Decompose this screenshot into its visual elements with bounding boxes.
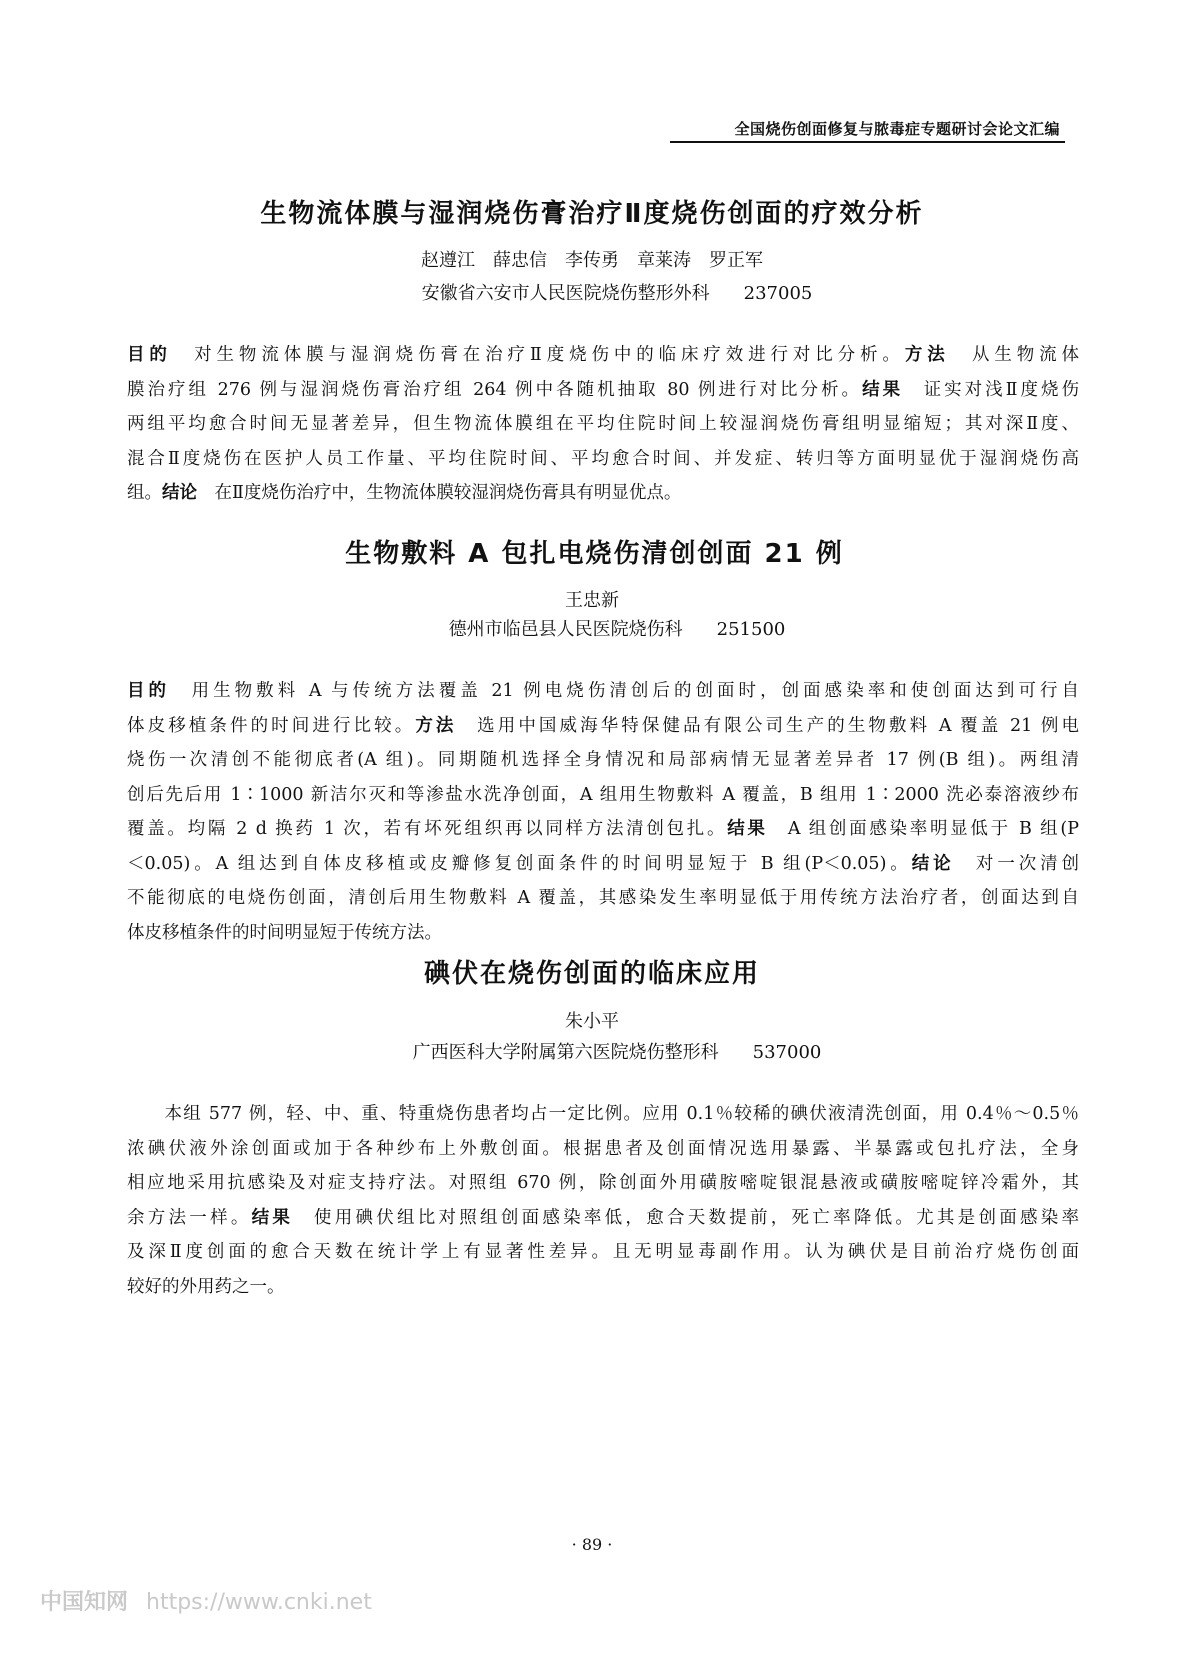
watermark-url: https://www.cnki.net xyxy=(146,1590,372,1615)
abstract-line xyxy=(127,709,1079,744)
abstract-text: 对一次清创 xyxy=(954,853,1080,874)
abstract-line xyxy=(127,1235,1079,1270)
abstract-text: 浓碘伏液外涂创面或加于各种纱布上外敷创面。根据患者及创面情况选用暴露、半暴露或包扎疗法，全身 xyxy=(127,1138,1079,1159)
abstract-text: ＜0.05)。A 组达到自体皮移植或皮瓣修复创面条件的时间明显短于 B 组(P＜0.05)。 xyxy=(127,853,912,874)
postal-code: 237005 xyxy=(743,283,813,304)
article-1-affil xyxy=(0,279,1184,305)
abstract-text: 相应地采用抗感染及对症支持疗法。对照组 670 例，除创面外用磺胺嘧啶银混悬液或磺胺嘧啶锌冷霜外，其 xyxy=(127,1173,1079,1193)
article-abstract xyxy=(127,1097,1079,1304)
article-abstract xyxy=(127,674,1079,950)
article-2-affil xyxy=(0,615,1184,641)
header-rule xyxy=(670,141,1065,143)
abstract-line xyxy=(127,338,1079,373)
article-1 xyxy=(0,193,1184,230)
abstract-line xyxy=(127,1201,1079,1236)
abstract-line xyxy=(127,1097,1079,1132)
article-2 xyxy=(0,533,1184,570)
article-title: 生物敷料 A 包扎电烧伤清创创面 21 例 xyxy=(345,539,844,569)
abstract-keyword: 结论 xyxy=(911,853,955,874)
abstract-text: 创后先后用 1∶1000 新洁尔灭和等渗盐水洗净创面，A 组用生物敷料 A 覆盖，B 组用 1∶2000 洗必泰溶液纱布 xyxy=(127,784,1079,805)
abstract-text: 对生物流体膜与湿润烧伤膏在治疗Ⅱ度烧伤中的临床疗效进行对比分析。 xyxy=(171,345,905,365)
abstract-keyword: 目的 xyxy=(127,345,172,365)
article-affiliation xyxy=(0,1038,1184,1064)
abstract-line xyxy=(127,847,1079,882)
abstract-line xyxy=(127,674,1079,709)
postal-code: 537000 xyxy=(752,1042,822,1063)
abstract-text: 选用中国威海华特保健品有限公司生产的生物敷料 A 覆盖 21 例电 xyxy=(456,715,1080,736)
abstract-text: 体皮移植条件的时间明显短于传统方法。 xyxy=(127,922,442,943)
abstract-text: 使用碘伏组比对照组创面感染率低，愈合天数提前，死亡率降低。尤其是创面感染率 xyxy=(293,1207,1080,1228)
watermark-brand: 中国知网 xyxy=(40,1590,129,1615)
abstract-line xyxy=(127,407,1079,442)
abstract-line xyxy=(127,916,1079,951)
abstract-keyword: 方法 xyxy=(904,345,950,365)
abstract-text: 证实对浅Ⅱ度烧伤 xyxy=(903,379,1079,400)
abstract-text: A 组创面感染率明显低于 B 组(P xyxy=(767,819,1079,839)
abstract-keyword: 结果 xyxy=(727,819,768,839)
postal-code: 251500 xyxy=(716,619,786,640)
abstract-line xyxy=(127,881,1079,916)
abstract-text: 本组 577 例，轻、中、重、特重烧伤患者均占一定比例。应用 0.1％较稀的碘伏液清洗创面，用 0.4％～0.5％ xyxy=(127,1104,1079,1124)
abstract-line xyxy=(127,812,1079,847)
abstract-text: 从生物流体 xyxy=(949,345,1080,365)
abstract-line xyxy=(127,743,1079,778)
abstract-keyword: 结果 xyxy=(251,1207,294,1228)
abstract-text: 混合Ⅱ度烧伤在医护人员工作量、平均住院时间、平均愈合时间、并发症、转归等方面明显优于湿润烧伤高 xyxy=(127,448,1079,469)
article-authors: 赵遵江 薛忠信 李传勇 章莱涛 罗正军 xyxy=(421,250,763,271)
article-3-affil xyxy=(0,1038,1184,1064)
abstract-text: 及深Ⅱ度创面的愈合天数在统计学上有显著性差异。且无明显毒副作用。认为碘伏是目前治疗烧伤创面 xyxy=(127,1242,1079,1262)
article-3 xyxy=(0,953,1184,990)
running-head: 全国烧伤创面修复与脓毒症专题研讨会论文汇编 xyxy=(734,120,1060,138)
affiliation-name: 广西医科大学附属第六医院烧伤整形科 xyxy=(412,1042,719,1063)
article-1-byline xyxy=(0,246,1184,272)
abstract-text: 不能彻底的电烧伤创面，清创后用生物敷料 A 覆盖，其感染发生率明显低于用传统方法治疗者，创面达到自 xyxy=(127,888,1079,908)
abstract-text: 组。 xyxy=(127,483,162,503)
abstract-text: 烧伤一次清创不能彻底者(A 组)。同期随机选择全身情况和局部病情无显著差异者 17 例(B 组)。两组清 xyxy=(127,750,1079,770)
abstract-text: 膜治疗组 276 例与湿润烧伤膏治疗组 264 例中各随机抽取 80 例进行对比分析。 xyxy=(127,379,863,400)
article-2-byline xyxy=(0,586,1184,612)
abstract-keyword: 结论 xyxy=(162,483,197,503)
affiliation-name: 德州市临邑县人民医院烧伤科 xyxy=(448,619,683,640)
abstract-line xyxy=(127,1166,1079,1201)
abstract-line xyxy=(127,476,1079,511)
article-affiliation xyxy=(0,615,1184,641)
abstract-text: 两组平均愈合时间无显著差异，但生物流体膜组在平均住院时间上较湿润烧伤膏组明显缩短；其对深Ⅱ度、 xyxy=(127,414,1079,434)
abstract-text: 较好的外用药之一。 xyxy=(127,1276,285,1297)
abstract-line xyxy=(127,778,1079,813)
article-abstract xyxy=(127,338,1079,511)
abstract-line xyxy=(127,442,1079,477)
article-title: 碘伏在烧伤创面的临床应用 xyxy=(423,959,760,989)
abstract-keyword: 结果 xyxy=(862,379,904,400)
article-authors: 王忠新 xyxy=(565,590,619,611)
abstract-text: 体皮移植条件的时间进行比较。 xyxy=(127,715,416,736)
article-authors: 朱小平 xyxy=(565,1011,619,1032)
page-number: · 89 · xyxy=(571,1535,613,1554)
abstract-text: 用生物敷料 A 与传统方法覆盖 21 例电烧伤清创后的创面时，创面感染率和使创面达到可行自 xyxy=(170,681,1079,701)
abstract-line xyxy=(127,1270,1079,1305)
abstract-line xyxy=(127,1132,1079,1167)
abstract-line xyxy=(127,373,1079,408)
article-title: 生物流体膜与湿润烧伤膏治疗Ⅱ度烧伤创面的疗效分析 xyxy=(260,199,924,229)
abstract-text: 在Ⅱ度烧伤治疗中，生物流体膜较湿润烧伤膏具有明显优点。 xyxy=(197,483,682,503)
abstract-keyword: 目的 xyxy=(127,681,171,701)
abstract-text: 覆盖。均隔 2 d 换药 1 次，若有坏死组织再以同样方法清创包扎。 xyxy=(127,819,728,839)
affiliation-name: 安徽省六安市人民医院烧伤整形外科 xyxy=(421,283,710,304)
abstract-keyword: 方法 xyxy=(415,715,457,736)
article-3-byline xyxy=(0,1007,1184,1033)
abstract-text: 余方法一样。 xyxy=(127,1207,252,1228)
article-affiliation xyxy=(0,279,1184,305)
cnki-watermark xyxy=(40,1585,372,1616)
